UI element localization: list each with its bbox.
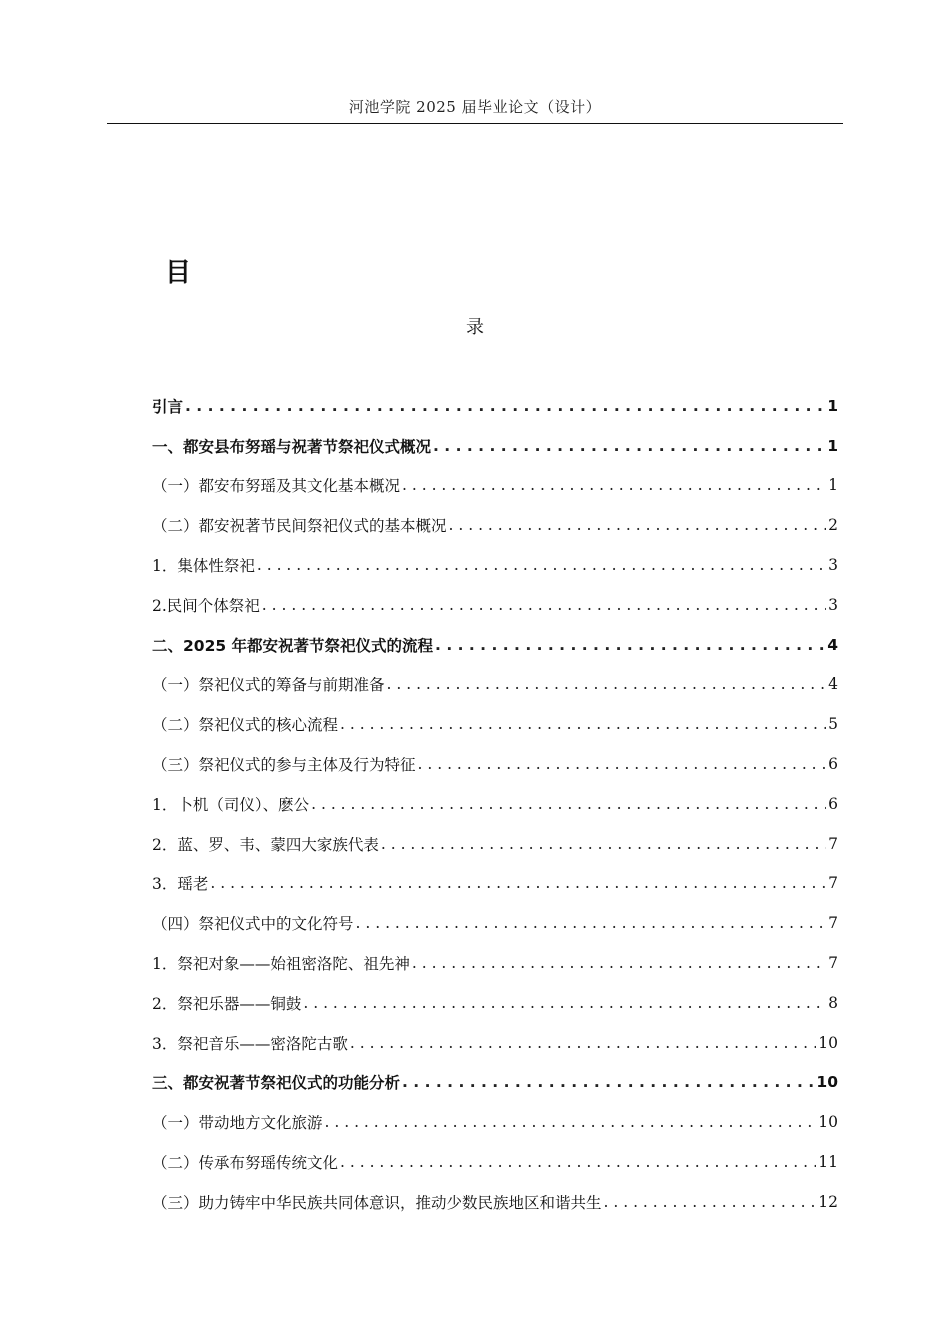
toc-entry-page: 12 xyxy=(818,1192,838,1211)
dot-leader xyxy=(402,1073,814,1091)
toc-entry-label: 2.民间个体祭祀 xyxy=(152,596,260,615)
dot-leader xyxy=(381,835,826,853)
toc-entry-label: （二）祭祀仪式的核心流程 xyxy=(152,716,339,735)
toc-entry-label: 三、都安祝著节祭祀仪式的功能分析 xyxy=(152,1074,401,1093)
toc-entry[interactable] xyxy=(152,625,838,665)
toc-entry-label: （二）传承布努瑶传统文化 xyxy=(152,1154,339,1173)
toc-entry-label: （一）带动地方文化旅游 xyxy=(152,1114,323,1133)
toc-entry-label: 2．蓝、罗、韦、蒙四大家族代表 xyxy=(152,835,379,854)
toc-entry[interactable] xyxy=(152,943,838,983)
toc-entry-label: （一）祭祀仪式的筹备与前期准备 xyxy=(152,676,385,695)
dot-leader xyxy=(433,437,825,455)
toc-entry-label: 一、都安县布努瑶与祝著节祭祀仪式概况 xyxy=(152,437,432,456)
toc-entry-page: 4 xyxy=(827,635,838,654)
toc-entry-label: 二、2025 年都安祝著节祭祀仪式的流程 xyxy=(152,636,434,655)
dot-leader xyxy=(435,636,825,654)
dot-leader xyxy=(418,755,827,773)
toc-entry-label: 2．祭祀乐器——铜鼓 xyxy=(152,994,302,1013)
toc-entry-page: 6 xyxy=(828,794,838,813)
toc-entry[interactable] xyxy=(152,466,838,506)
toc-entry[interactable] xyxy=(152,784,838,824)
toc-entry-page: 1 xyxy=(828,476,838,495)
dot-leader xyxy=(402,476,826,494)
toc-entry[interactable] xyxy=(152,665,838,705)
toc-entry-page: 3 xyxy=(828,556,838,575)
dot-leader xyxy=(356,914,827,932)
page-header: 河池学院 2025 届毕业论文（设计） xyxy=(348,98,602,116)
toc-entry-page: 10 xyxy=(818,1033,838,1052)
toc-entry[interactable] xyxy=(152,505,838,545)
toc-entry-page: 1 xyxy=(827,396,838,415)
toc-entry-page: 3 xyxy=(828,595,838,614)
toc-entry-label: 1．祭祀对象——始祖密洛陀、祖先神 xyxy=(152,955,410,974)
toc-entry-label: （三）祭祀仪式的参与主体及行为特征 xyxy=(152,756,416,775)
toc-entry-page: 10 xyxy=(816,1073,838,1092)
toc-entry[interactable] xyxy=(152,1182,838,1222)
toc-entry-page: 1 xyxy=(827,436,838,455)
toc-entry-page: 8 xyxy=(828,993,838,1012)
toc-entry[interactable] xyxy=(152,1063,838,1103)
dot-leader xyxy=(303,994,826,1012)
dot-leader xyxy=(257,556,826,574)
toc-entry-page: 7 xyxy=(828,874,838,893)
dot-leader xyxy=(412,954,826,972)
toc-entry-page: 10 xyxy=(818,1113,838,1132)
toc-entry[interactable] xyxy=(152,744,838,784)
toc-entry-page: 7 xyxy=(828,954,838,973)
toc-entry[interactable] xyxy=(152,983,838,1023)
dot-leader xyxy=(350,1034,816,1052)
dot-leader xyxy=(325,1113,817,1131)
toc-entry[interactable] xyxy=(152,704,838,744)
toc-entry[interactable] xyxy=(152,864,838,904)
dot-leader xyxy=(210,874,826,892)
toc-title-second-char: 录 xyxy=(466,317,484,338)
toc-entry[interactable] xyxy=(152,386,838,426)
toc-entry-page: 7 xyxy=(828,834,838,853)
toc-entry-page: 11 xyxy=(818,1153,838,1172)
toc-entry-label: 1．卜机（司仪）、麽公 xyxy=(152,795,310,814)
toc-entry[interactable] xyxy=(152,1142,838,1182)
header-divider xyxy=(107,123,843,124)
dot-leader xyxy=(604,1193,817,1211)
toc-entry[interactable] xyxy=(152,585,838,625)
dot-leader xyxy=(185,397,825,415)
toc-entry-label: 引言 xyxy=(152,397,184,416)
toc-entry[interactable] xyxy=(152,426,838,466)
toc-entry-page: 7 xyxy=(828,914,838,933)
toc-entry-label: 3．祭祀音乐——密洛陀古歌 xyxy=(152,1034,348,1053)
toc-entry-page: 5 xyxy=(828,715,838,734)
toc-entry-page: 2 xyxy=(828,516,838,535)
dot-leader xyxy=(387,675,827,693)
toc-entry-label: （二）都安祝著节民间祭祀仪式的基本概况 xyxy=(152,517,447,536)
toc-entry-page: 4 xyxy=(828,675,838,694)
toc-entry[interactable] xyxy=(152,824,838,864)
toc-entry[interactable] xyxy=(152,903,838,943)
toc-entry-label: 3．瑶老 xyxy=(152,875,209,894)
table-of-contents xyxy=(152,386,838,1222)
toc-entry[interactable] xyxy=(152,545,838,585)
toc-entry[interactable] xyxy=(152,1023,838,1063)
dot-leader xyxy=(311,795,826,813)
toc-entry-label: （一）都安布努瑶及其文化基本概况 xyxy=(152,477,401,496)
toc-entry-label: （四）祭祀仪式中的文化符号 xyxy=(152,915,354,934)
toc-entry-label: （三）助力铸牢中华民族共同体意识，推动少数民族地区和谐共生 xyxy=(152,1193,602,1212)
dot-leader xyxy=(449,516,827,534)
toc-entry[interactable] xyxy=(152,1102,838,1142)
dot-leader xyxy=(340,1153,816,1171)
toc-entry-label: 1．集体性祭祀 xyxy=(152,557,255,576)
dot-leader xyxy=(340,715,826,733)
dot-leader xyxy=(262,596,826,614)
toc-title-first-char: 目 xyxy=(165,258,192,288)
toc-entry-page: 6 xyxy=(828,755,838,774)
